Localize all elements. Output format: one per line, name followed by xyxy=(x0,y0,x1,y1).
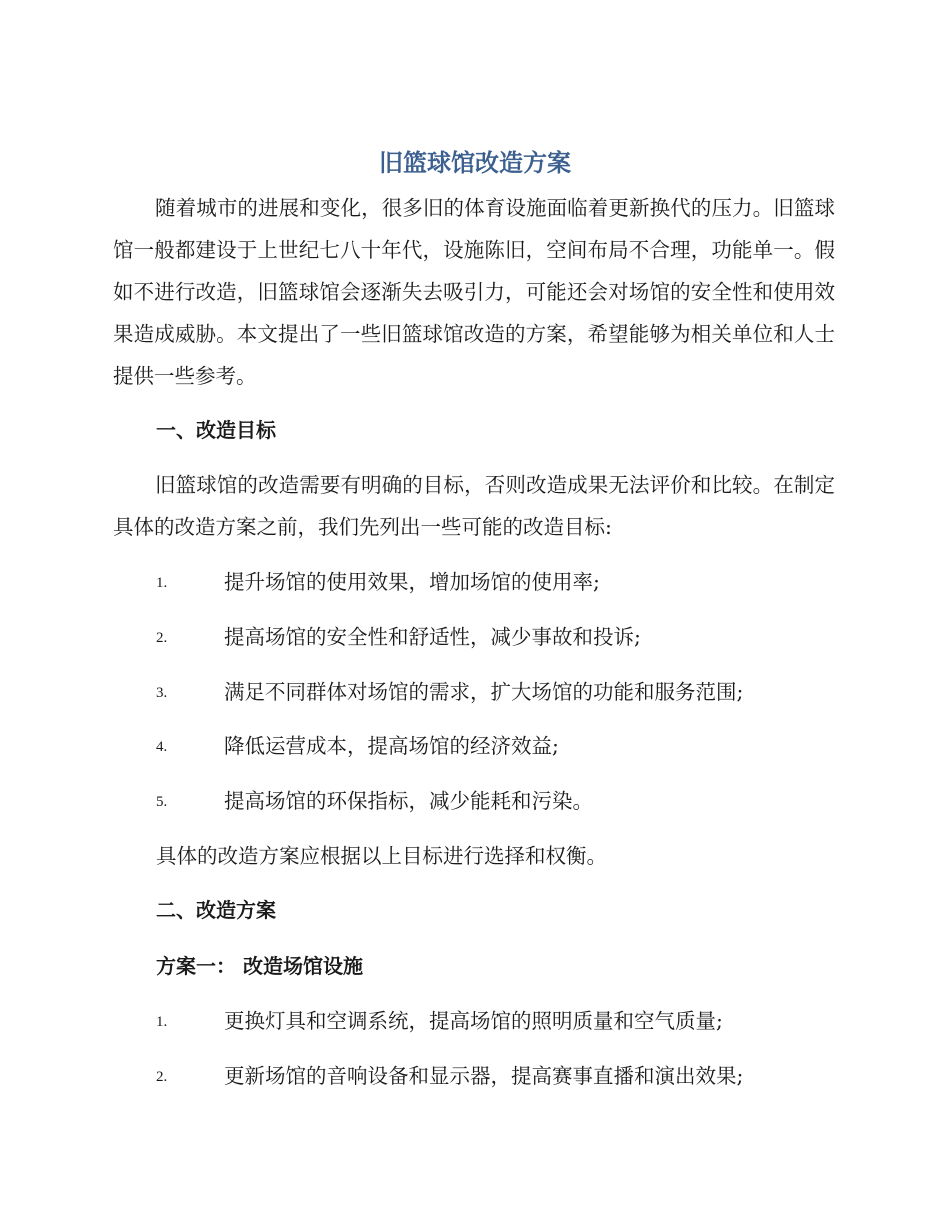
list-number: 1. xyxy=(156,1014,168,1030)
list-number: 3. xyxy=(156,685,168,701)
plan-one-subheading: 方案一： 改造场馆设施 xyxy=(156,954,363,978)
list-text: 提高场馆的环保指标，减少能耗和污染。 xyxy=(224,789,593,813)
list-number: 2. xyxy=(156,1069,168,1085)
intro-paragraph: 随着城市的进展和变化，很多旧的体育设施面临着更新换代的压力。旧篮球馆一般都建设于上世纪七八十年代，设施陈旧，空间布局不合理，功能单一。假如不进行改造，旧篮球馆会逐渐失去吸引力，可能还会对场馆的安全性和使用效果造成威胁。本文提出了一些旧篮球馆改造的方案，希望能够为相关单位和人士提供一些参考。 xyxy=(113,196,835,388)
list-text: 提高场馆的安全性和舒适性，减少事故和投诉; xyxy=(224,625,641,649)
section-heading-goals: 一、改造目标 xyxy=(156,418,276,442)
list-text: 提升场馆的使用效果，增加场馆的使用率; xyxy=(224,570,600,594)
section-heading-plans: 二、改造方案 xyxy=(156,898,276,922)
list-item xyxy=(156,677,856,707)
goals-conclusion: 具体的改造方案应根据以上目标进行选择和权衡。 xyxy=(156,844,607,868)
document-title: 旧篮球馆改造方案 xyxy=(379,149,571,177)
list-text: 更新场馆的音响设备和显示器，提高赛事直播和演出效果; xyxy=(224,1064,744,1088)
list-number: 4. xyxy=(156,739,168,755)
list-text: 更换灯具和空调系统，提高场馆的照明质量和空气质量; xyxy=(224,1009,723,1033)
list-item xyxy=(156,786,856,816)
list-item xyxy=(156,622,856,652)
list-text: 满足不同群体对场馆的需求，扩大场馆的功能和服务范围; xyxy=(224,680,744,704)
list-number: 2. xyxy=(156,630,168,646)
list-item xyxy=(156,731,856,761)
list-item xyxy=(156,1006,856,1036)
list-text: 降低运营成本，提高场馆的经济效益; xyxy=(224,734,559,758)
goals-paragraph: 旧篮球馆的改造需要有明确的目标，否则改造成果无法评价和比较。在制定具体的改造方案之前，我们先列出一些可能的改造目标: xyxy=(113,473,835,539)
list-item xyxy=(156,1061,856,1091)
list-item xyxy=(156,567,856,597)
list-number: 1. xyxy=(156,575,168,591)
list-number: 5. xyxy=(156,794,168,810)
